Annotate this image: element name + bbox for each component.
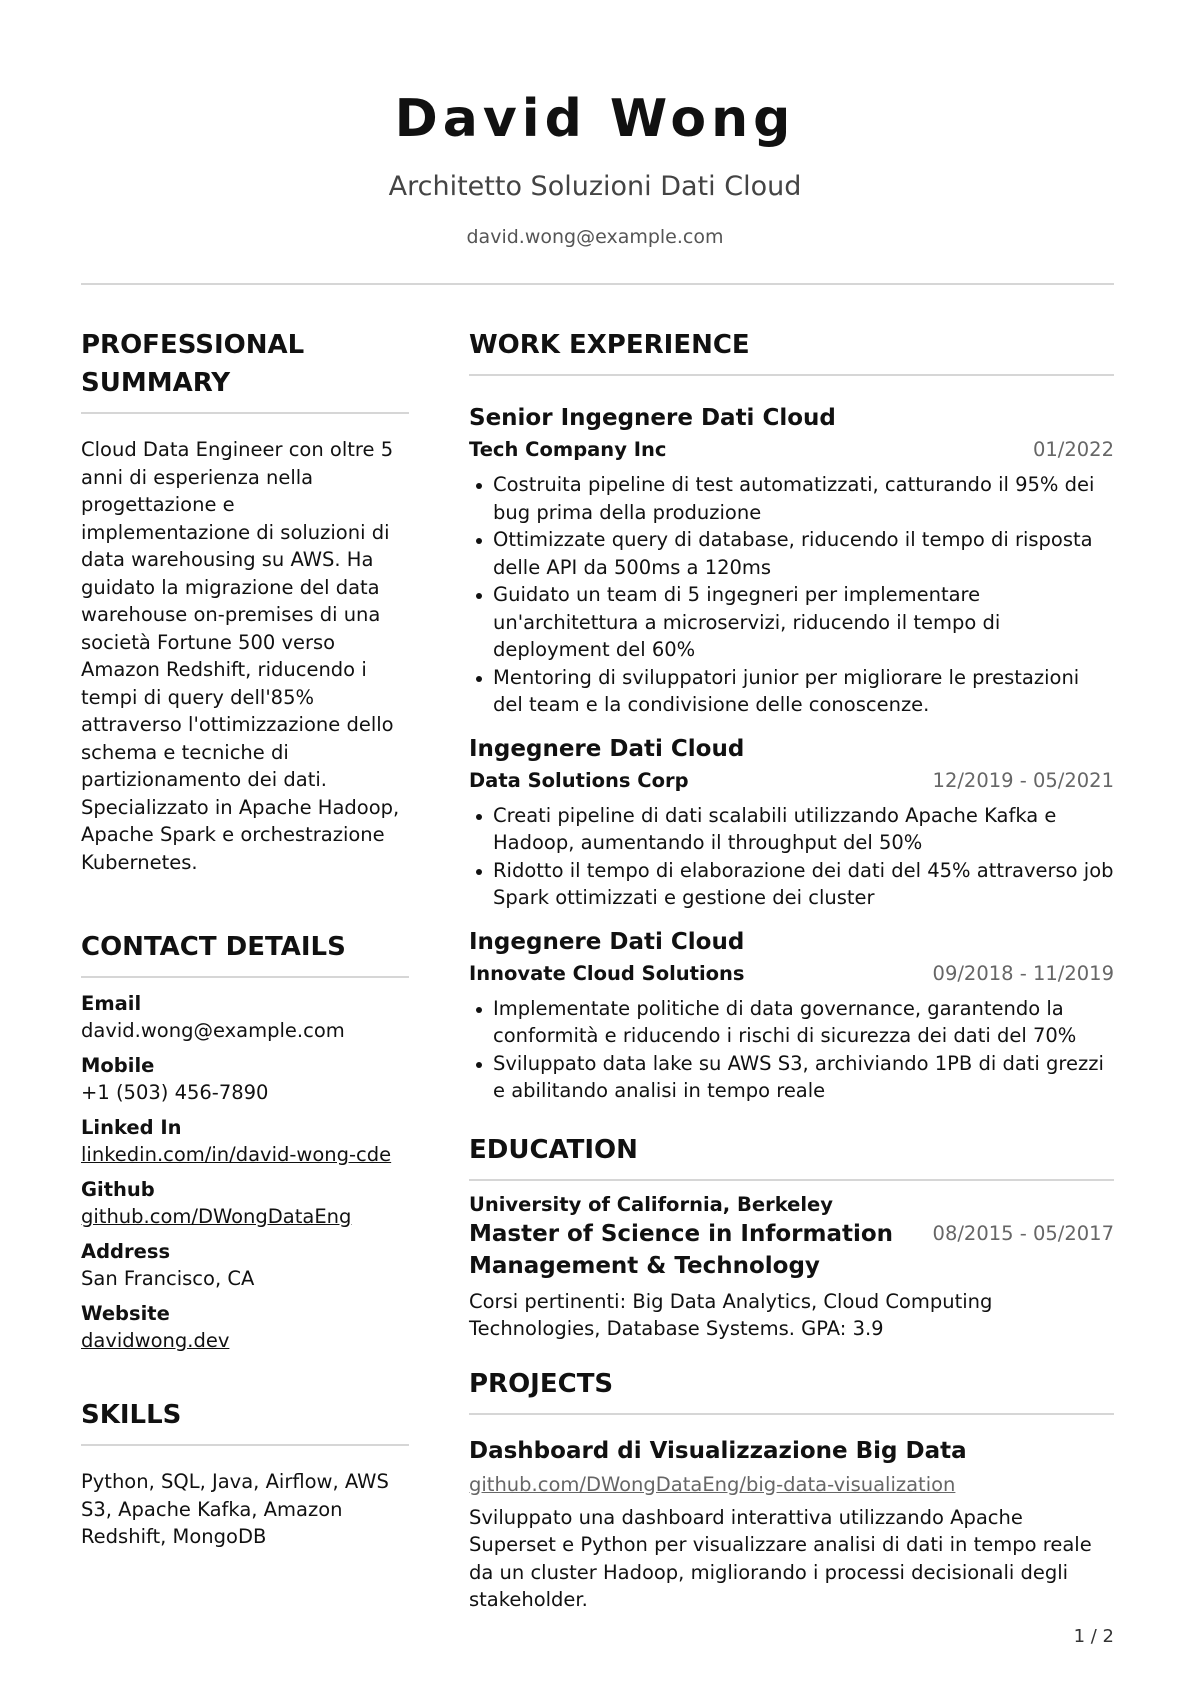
resume-header (0, 86, 1190, 250)
summary-text: Cloud Data Engineer con oltre 5 anni di esperienza nella progettazione e implementazione di soluzioni di data warehousing su AWS. Ha guidato la migrazione del data warehouse on-premises di una società Fortune 500 verso Amazon Redshift, riducendo i tempi di query dell'85% attraverso l'ottimizzazione dello schema e tecniche di partizionamento dei dati. Specializzato in Apache Hadoop, Apache Spark e orchestrazione Kubernetes. (81, 438, 400, 874)
website-link[interactable]: davidwong.dev (81, 1329, 230, 1352)
job-bullet: Ottimizzate query di database, riducendo il tempo di risposta delle API da 500ms a 120ms (469, 526, 1114, 581)
section-divider (469, 1413, 1114, 1415)
summary-heading: PROFESSIONAL SUMMARY (81, 330, 305, 398)
section-divider (81, 1444, 409, 1446)
job-title: Ingegnere Dati Cloud (469, 928, 745, 955)
job-title: Senior Ingegnere Dati Cloud (469, 405, 836, 431)
job-bullet: Creati pipeline di dati scalabili utilizzando Apache Kafka e Hadoop, aumentando il throughput del 50% (469, 802, 1114, 857)
contact-website (81, 1300, 409, 1354)
contact-mobile (81, 1052, 409, 1106)
section-divider (81, 976, 409, 978)
job-bullet: Guidato un team di 5 ingegneri per implementare un'architettura a microservizi, riducendo il tempo di deployment del 60% (469, 581, 1114, 664)
page-number: 1 / 2 (1073, 1626, 1114, 1647)
job-dates: 09/2018 - 11/2019 (932, 961, 1114, 985)
job-company: Innovate Cloud Solutions (469, 961, 745, 985)
job-company: Data Solutions Corp (469, 768, 689, 792)
job-bullet: Implementate politiche di data governance, garantendo la conformità e riducendo i rischi di sicurezza dei dati del 70% (469, 995, 1114, 1050)
github-link[interactable]: github.com/DWongDataEng (81, 1205, 352, 1228)
project-title: Dashboard di Visualizzazione Big Data (469, 1437, 967, 1464)
job-dates: 12/2019 - 05/2021 (932, 768, 1114, 792)
job-company: Tech Company Inc (469, 438, 667, 461)
job-bullet: Ridotto il tempo di elaborazione dei dati del 45% attraverso job Spark ottimizzati e gestione dei cluster (469, 857, 1114, 912)
contact-label: Mobile (81, 1054, 155, 1077)
job-bullets (469, 802, 1114, 912)
job-entry (469, 926, 1114, 1105)
contact-heading: CONTACT DETAILS (81, 932, 346, 962)
right-column (469, 326, 1114, 1614)
contact-label: Linked In (81, 1116, 182, 1139)
job-bullets (469, 471, 1114, 719)
skills-text: Python, SQL, Java, Airflow, AWS S3, Apache Kafka, Amazon Redshift, MongoDB (81, 1470, 389, 1548)
section-divider (81, 412, 409, 414)
linkedin-link[interactable]: linkedin.com/in/david-wong-cde (81, 1143, 392, 1166)
education-section (469, 1131, 1114, 1343)
contact-label: Email (81, 992, 142, 1015)
skills-section (81, 1396, 409, 1551)
job-title: Ingegnere Dati Cloud (469, 735, 745, 762)
work-heading: WORK EXPERIENCE (469, 330, 750, 360)
section-divider (469, 1179, 1114, 1181)
contact-section (81, 928, 409, 1354)
education-dates: 08/2015 - 05/2017 (932, 1221, 1114, 1245)
left-column (81, 326, 409, 1551)
job-entry (469, 733, 1114, 912)
projects-section (469, 1365, 1114, 1614)
projects-heading: PROJECTS (469, 1368, 614, 1399)
job-bullet: Mentoring di sviluppatori junior per migliorare le prestazioni del team e la condivisione delle conoscenze. (469, 664, 1114, 719)
contact-label: Github (81, 1178, 155, 1201)
education-school: University of California, Berkeley (469, 1192, 833, 1216)
job-bullet: Costruita pipeline di test automatizzati, catturando il 95% dei bug prima della produzione (469, 471, 1114, 526)
project-link[interactable]: github.com/DWongDataEng/big-data-visualization (469, 1472, 956, 1496)
candidate-name: David Wong (394, 89, 796, 149)
contact-value: +1 (503) 456-7890 (81, 1081, 269, 1104)
job-dates: 01/2022 (1032, 438, 1114, 461)
header-email[interactable]: david.wong@example.com (466, 226, 724, 248)
work-section (469, 326, 1114, 1105)
job-bullets (469, 995, 1114, 1105)
section-divider (469, 374, 1114, 376)
summary-section (81, 326, 409, 876)
contact-label: Address (81, 1240, 171, 1263)
header-divider (81, 283, 1114, 285)
contact-value[interactable]: david.wong@example.com (81, 1019, 345, 1042)
contact-github (81, 1176, 409, 1230)
skills-heading: SKILLS (81, 1400, 182, 1430)
contact-email (81, 990, 409, 1044)
contact-label: Website (81, 1302, 170, 1325)
contact-value: San Francisco, CA (81, 1267, 255, 1290)
project-description: Sviluppato una dashboard interattiva utilizzando Apache Superset e Python per visualizzare analisi di dati in tempo reale da un cluster Hadoop, migliorando i processi decisionali degli stakeholder. (469, 1505, 1092, 1611)
contact-linkedin (81, 1114, 409, 1168)
candidate-role: Architetto Soluzioni Dati Cloud (388, 171, 802, 202)
education-heading: EDUCATION (469, 1134, 638, 1165)
education-description: Corsi pertinenti: Big Data Analytics, Cloud Computing Technologies, Database Systems. GPA: 3.9 (469, 1289, 993, 1340)
contact-address (81, 1238, 409, 1292)
job-bullet: Sviluppato data lake su AWS S3, archiviando 1PB di dati grezzi e abilitando analisi in tempo reale (469, 1050, 1114, 1105)
education-degree: Master of Science in Information Management & Technology (469, 1220, 894, 1279)
job-entry (469, 402, 1114, 719)
contact-list (81, 990, 409, 1354)
